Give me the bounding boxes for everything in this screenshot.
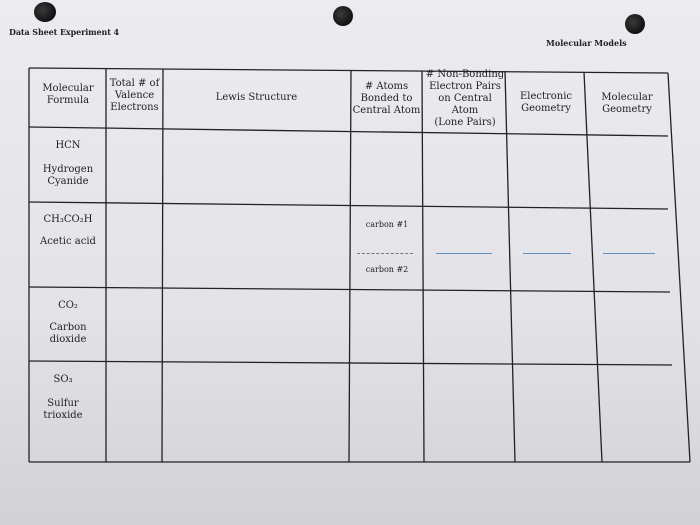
header-line: Molecular xyxy=(42,83,94,94)
header-line: Electron Pairs xyxy=(429,81,501,92)
compound-name: Carbon xyxy=(49,322,87,333)
col-header-electronic-geometry xyxy=(506,91,586,115)
sheet-subtitle: Molecular Models xyxy=(546,38,627,48)
header-line: Electronic xyxy=(519,91,573,102)
table-row xyxy=(25,374,101,422)
answer-blank xyxy=(523,253,571,254)
header-line: Lewis Structure xyxy=(215,92,298,103)
answer-blank xyxy=(603,253,655,254)
compound-name: trioxide xyxy=(43,410,83,421)
header-line: on Central xyxy=(438,93,492,104)
header-line: Atom xyxy=(451,105,479,116)
col-header-valence xyxy=(106,78,163,114)
col-header-lone-pairs xyxy=(422,69,508,129)
header-line: Central Atom xyxy=(352,105,421,116)
header-line: Valence xyxy=(114,90,155,101)
answer-blank xyxy=(436,253,492,254)
formula-label: CO₂ xyxy=(58,300,78,311)
table-row xyxy=(28,214,108,248)
header-line: (Lone Pairs) xyxy=(434,117,496,128)
col-header-formula xyxy=(30,83,106,107)
header-line: Geometry xyxy=(602,104,652,115)
header-line: Molecular xyxy=(601,92,653,103)
compound-name: Cyanide xyxy=(47,176,89,187)
header-line: Geometry xyxy=(521,103,571,114)
col-header-lewis xyxy=(163,92,350,104)
divider-line xyxy=(357,253,413,254)
compound-name: Sulfur xyxy=(47,398,79,409)
col-header-bonded xyxy=(351,81,422,117)
header-line: Electrons xyxy=(110,102,159,113)
formula-label: CH₃CO₂H xyxy=(43,214,93,225)
compound-name: dioxide xyxy=(49,334,87,345)
header-line: Bonded to xyxy=(360,93,413,104)
sheet-title: Data Sheet Experiment 4 xyxy=(9,27,119,37)
carbon-1-label: carbon #1 xyxy=(365,220,409,229)
carbon-2-label: carbon #2 xyxy=(365,265,409,274)
header-line: # Atoms xyxy=(364,81,409,92)
header-line: Total # of xyxy=(109,78,160,89)
compound-name: Hydrogen xyxy=(42,164,94,175)
header-line: # Non-Bonding xyxy=(425,69,505,80)
compound-name: Acetic acid xyxy=(40,236,96,247)
col-header-molecular-geometry xyxy=(586,92,668,116)
formula-label: HCN xyxy=(55,140,81,151)
table-row xyxy=(30,140,106,188)
formula-label: SO₃ xyxy=(53,374,73,385)
table-row xyxy=(30,300,106,346)
header-line: Formula xyxy=(46,95,90,106)
